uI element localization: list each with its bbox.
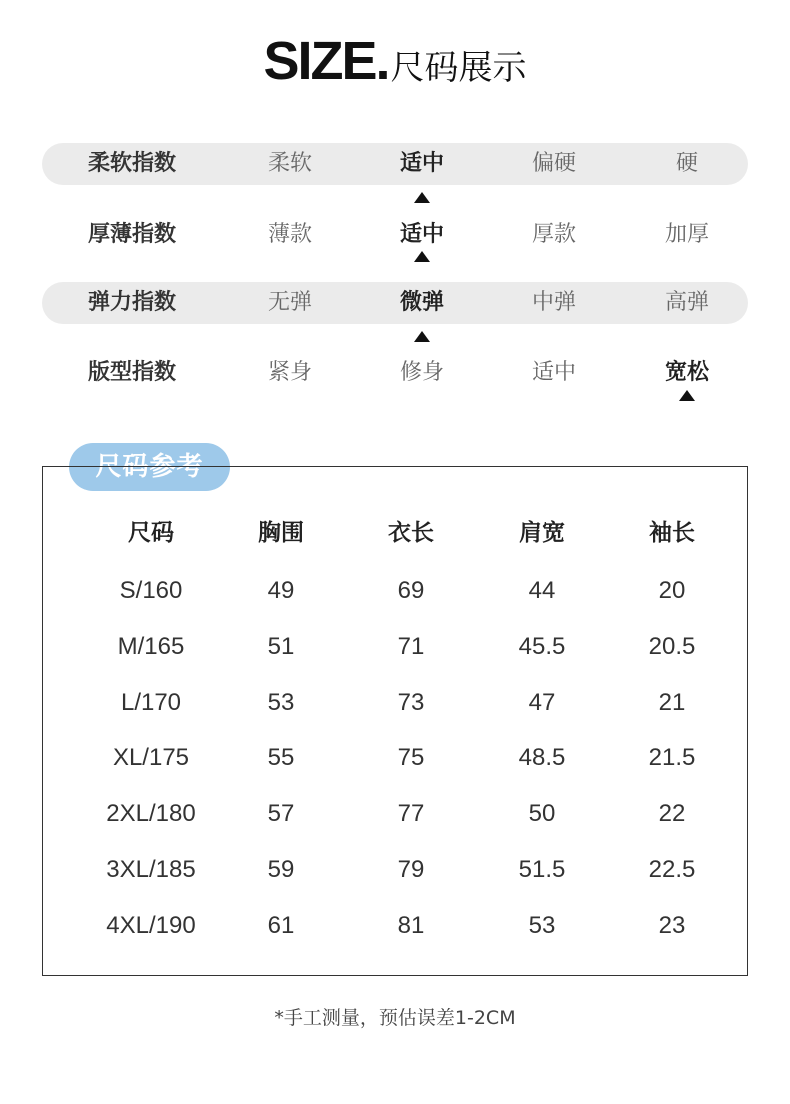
table-cell: 51: [267, 633, 295, 660]
table-cell: 48.5: [518, 744, 566, 771]
table-cell: 20: [658, 577, 686, 604]
table-row: [43, 850, 747, 890]
table-row: [43, 683, 747, 723]
index-option-selected: 宽松: [664, 360, 709, 385]
index-option: 偏硬: [531, 151, 576, 176]
table-cell: 20.5: [648, 633, 696, 660]
table-cell: 51.5: [518, 856, 566, 883]
index-row: [42, 352, 748, 394]
table-cell: 22.5: [648, 856, 696, 883]
table-header-cell: 袖长: [649, 520, 695, 546]
table-header-cell: 肩宽: [519, 520, 565, 546]
index-row: [42, 214, 748, 256]
table-cell: 79: [397, 856, 425, 883]
index-option: 修身: [399, 360, 444, 385]
table-cell: 53: [267, 689, 295, 716]
index-option: 厚款: [531, 222, 576, 247]
title-zh: 尺码展示: [390, 48, 527, 88]
index-label: 版型指数: [87, 360, 176, 385]
selection-arrow-icon: [679, 390, 695, 401]
index-option: 中弹: [531, 290, 576, 315]
table-cell: L/170: [120, 689, 182, 716]
table-cell: 53: [528, 912, 556, 939]
index-label: 厚薄指数: [87, 222, 176, 247]
table-cell: 77: [397, 800, 425, 827]
table-header-cell: 尺码: [128, 520, 174, 546]
table-cell: 81: [397, 912, 425, 939]
table-header-row: [43, 513, 747, 553]
table-cell: 22: [658, 800, 686, 827]
table-row: [43, 738, 747, 778]
index-option: 紧身: [267, 360, 312, 385]
page-title: [0, 30, 790, 92]
size-table: [42, 466, 748, 976]
table-cell: 44: [528, 577, 556, 604]
index-option-selected: 微弹: [399, 290, 444, 315]
index-option: 高弹: [664, 290, 709, 315]
table-row: [43, 571, 747, 611]
index-option: 加厚: [664, 222, 709, 247]
index-option: 薄款: [267, 222, 312, 247]
selection-arrow-icon: [414, 251, 430, 262]
index-label: 柔软指数: [87, 151, 176, 176]
table-cell: 4XL/190: [106, 912, 196, 939]
table-row: [43, 906, 747, 946]
table-cell: 2XL/180: [106, 800, 196, 827]
table-cell: 50: [528, 800, 556, 827]
index-option: 柔软: [267, 151, 312, 176]
table-cell: 75: [397, 744, 425, 771]
table-cell: 59: [267, 856, 295, 883]
table-cell: 45.5: [518, 633, 566, 660]
index-option: 硬: [675, 151, 698, 176]
table-cell: 55: [267, 744, 295, 771]
selection-arrow-icon: [414, 331, 430, 342]
table-cell: 49: [267, 577, 295, 604]
index-option-selected: 适中: [399, 151, 444, 176]
table-cell: 21.5: [648, 744, 696, 771]
table-cell: XL/175: [112, 744, 190, 771]
table-cell: 69: [397, 577, 425, 604]
index-label: 弹力指数: [87, 290, 176, 315]
table-cell: M/165: [117, 633, 185, 660]
selection-arrow-icon: [414, 192, 430, 203]
index-option: 无弹: [267, 290, 312, 315]
table-cell: 73: [397, 689, 425, 716]
table-row: [43, 794, 747, 834]
table-cell: 21: [658, 689, 686, 716]
table-cell: 3XL/185: [106, 856, 196, 883]
table-header-cell: 胸围: [258, 520, 304, 546]
index-option-selected: 适中: [399, 222, 444, 247]
table-cell: 61: [267, 912, 295, 939]
size-reference-badge: 尺码参考: [69, 443, 230, 491]
title-en: SIZE.: [263, 31, 389, 91]
index-row: [42, 143, 748, 185]
table-row: [43, 627, 747, 667]
table-cell: S/160: [119, 577, 183, 604]
table-cell: 47: [528, 689, 556, 716]
table-cell: 57: [267, 800, 295, 827]
measurement-footnote: *手工测量，预估误差1-2CM: [274, 1007, 516, 1029]
table-header-cell: 衣长: [388, 520, 434, 546]
index-row: [42, 282, 748, 324]
table-cell: 23: [658, 912, 686, 939]
table-cell: 71: [397, 633, 425, 660]
index-option: 适中: [531, 360, 576, 385]
